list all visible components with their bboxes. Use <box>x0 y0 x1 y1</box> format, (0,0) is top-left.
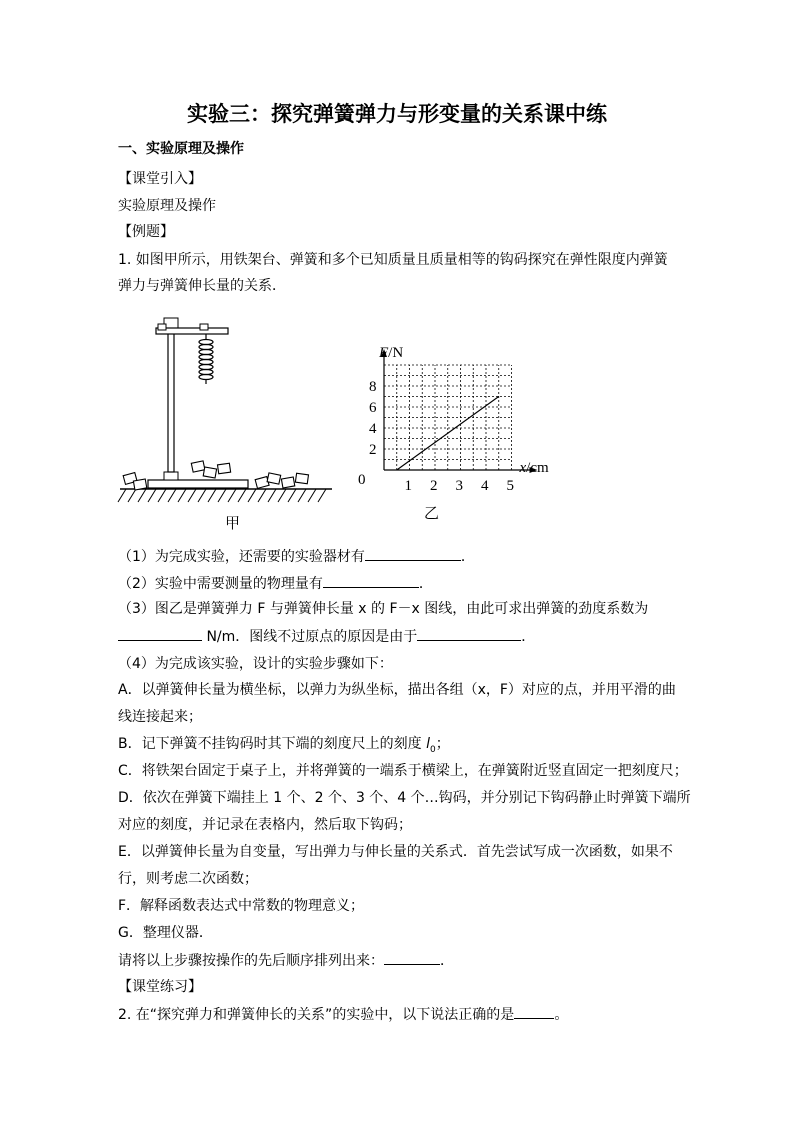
order-text: 请将以上步骤按操作的先后顺序排列出来： <box>118 953 384 969</box>
intro-header: 【课堂引入】 <box>118 171 202 187</box>
y-tick-label: 8 <box>369 379 377 395</box>
origin-label: 0 <box>358 472 366 488</box>
answer-blank-order[interactable] <box>384 950 440 965</box>
step-b-text: B．记下弹簧不挂钩码时其下端的刻度尺上的刻度 <box>118 736 427 752</box>
question-1-stem-line1: 1. 如图甲所示，用铁架台、弹簧和多个已知质量且质量相等的钩码探究在弹性限度内弹簧 <box>118 252 668 268</box>
figure-yi-caption: 乙 <box>424 504 440 522</box>
part-2 <box>118 573 433 594</box>
step-d-line1: D．依次在弹簧下端挂上 1 个、2 个、3 个、4 个…钩码，并分别记下钩码静止时弹簧下端所 <box>118 790 691 806</box>
step-b-sub: 0 <box>429 744 436 755</box>
part-3-line1: （3）图乙是弹簧弹力 F 与弹簧伸长量 x 的 F－x 图线，由此可求出弹簧的劲度系数为 <box>118 601 649 617</box>
step-a-line1: A．以弹簧伸长量为横坐标，以弹力为纵坐标，描出各组（x，F）对应的点，并用平滑的曲 <box>118 682 676 698</box>
section-heading: 一、实验原理及操作 <box>118 141 244 157</box>
part-1-text: （1）为完成实验，还需要的实验器材有 <box>118 549 365 565</box>
figure-fx-graph <box>346 318 549 500</box>
x-tick-label: 5 <box>506 478 514 494</box>
page-title: 实验三：探究弹簧弹力与形变量的关系课中练 <box>187 102 607 126</box>
part-3-line2 <box>118 626 535 647</box>
part-1 <box>118 546 475 567</box>
series-line <box>397 397 499 471</box>
answer-blank-2[interactable] <box>323 573 419 588</box>
graph-grid <box>384 365 512 470</box>
y-axis-label: F/N <box>379 345 404 361</box>
graph-series <box>397 397 499 471</box>
part-2-end: ． <box>418 576 433 592</box>
part-1-end: ． <box>460 549 475 565</box>
fx-graph-svg <box>346 318 549 500</box>
figure-jia-caption: 甲 <box>225 514 241 532</box>
step-e-line1: E．以弹簧伸长量为自变量，写出弹力与伸长量的关系式．首先尝试写成一次函数，如果不 <box>118 844 673 860</box>
step-e-line2: 行，则考虑二次函数； <box>118 871 258 887</box>
figure-iron-stand <box>118 312 336 512</box>
step-b <box>118 734 450 760</box>
x-tick-label: 4 <box>481 478 489 494</box>
answer-blank-3a[interactable] <box>118 626 202 641</box>
x-tick-label: 3 <box>455 478 463 494</box>
part-2-text: （2）实验中需要测量的物理量有 <box>118 576 323 592</box>
intro-text: 实验原理及操作 <box>118 198 216 214</box>
x-axis-label: x/cm <box>519 460 549 476</box>
order-end: ． <box>440 953 454 969</box>
step-b-end: ； <box>435 736 450 752</box>
question-1-stem-line2: 弹力与弹簧伸长量的关系． <box>118 278 286 294</box>
x-tick-label: 2 <box>430 478 438 494</box>
step-g: G．整理仪器． <box>118 925 213 941</box>
iron-stand-drawing <box>118 312 336 512</box>
answer-blank-3b[interactable] <box>417 626 521 641</box>
y-tick-label: 6 <box>369 400 377 416</box>
step-f: F．解释函数表达式中常数的物理意义； <box>118 898 365 914</box>
answer-blank-q2[interactable] <box>514 1004 554 1019</box>
y-tick-label: 2 <box>369 442 377 458</box>
x-tick-label: 1 <box>404 478 412 494</box>
question-2-text: 2. 在“探究弹力和弹簧伸长的关系”的实验中，以下说法正确的是 <box>118 1007 515 1023</box>
order-question <box>118 950 454 971</box>
step-d-line2: 对应的刻度，并记录在表格内，然后取下钩码； <box>118 817 412 833</box>
step-b-var: l <box>426 736 430 752</box>
part-4: （4）为完成该实验，设计的实验步骤如下： <box>118 656 393 672</box>
practice-header: 【课堂练习】 <box>118 979 202 995</box>
step-c: C．将铁架台固定于桌子上，并将弹簧的一端系于横梁上，在弹簧附近竖直固定一把刻度尺； <box>118 763 688 779</box>
part-3-unit: N/m．图线不过原点的原因是由于 <box>206 629 418 645</box>
part-3-end: ． <box>521 629 536 645</box>
question-2 <box>118 1004 568 1025</box>
y-tick-label: 4 <box>369 421 377 437</box>
step-a-line2: 线连接起来； <box>118 709 202 725</box>
example-header: 【例题】 <box>118 224 174 240</box>
graph-axes <box>381 349 538 473</box>
question-2-end: 。 <box>554 1007 569 1023</box>
answer-blank-1[interactable] <box>365 546 461 561</box>
graph-labels <box>358 345 549 494</box>
